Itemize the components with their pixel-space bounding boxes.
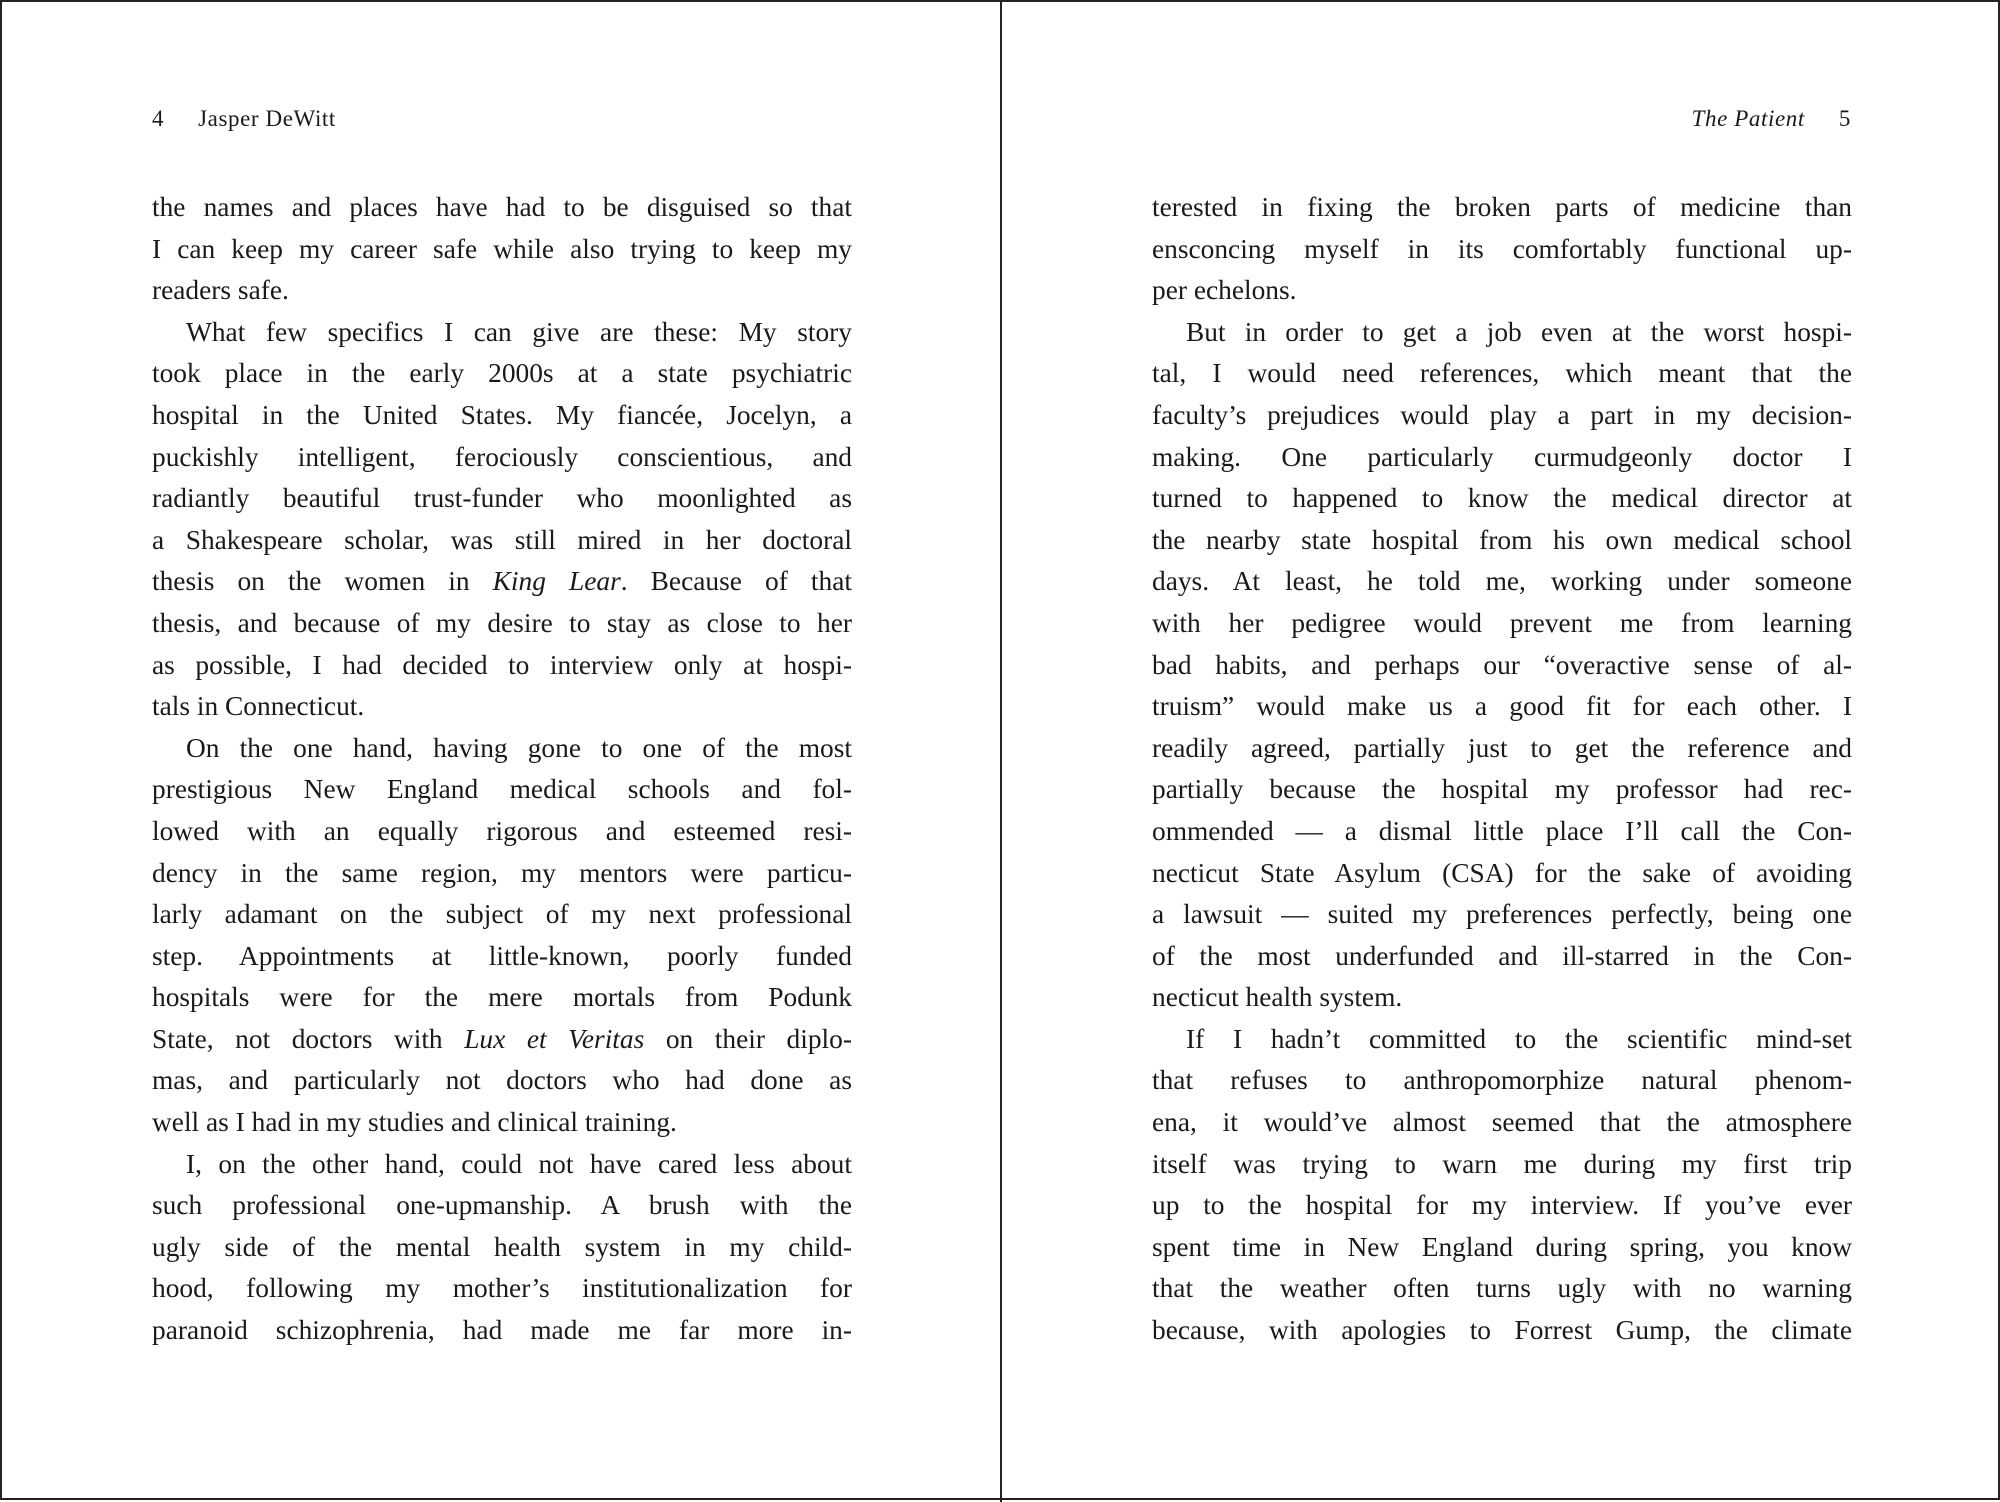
text-line: turned to happened to know the medical director at [1152,483,1852,514]
text-segment: State, not doctors with [152,1023,443,1054]
text-segment: thesis on the women in [152,566,470,597]
text-line: ugly side of the mental health system in my child- [152,1231,852,1262]
text-line: lowed with an equally rigorous and esteemed resi- [152,815,852,846]
text-line: up to the hospital for my interview. If you’ve ever [1152,1190,1852,1221]
text-line: per echelons. [1152,275,1297,306]
text-line: took place in the early 2000s at a state psychiatric [152,358,852,389]
text-line: puckishly intelligent, ferociously conscientious, and [152,441,852,472]
text-line: the nearby state hospital from his own medical school [1152,524,1852,555]
text-line: tals in Connecticut. [152,691,365,722]
left-page-number: 4 [152,106,165,131]
text-line: tal, I would need references, which meant that the [1152,358,1852,389]
text-line: readily agreed, partially just to get the reference and [1152,732,1852,763]
text-line: with her pedigree would prevent me from learning [1152,607,1852,638]
text-line: necticut State Asylum (CSA) for the sake of avoiding [1152,857,1852,888]
text-line: because, with apologies to Forrest Gump, the climate [1152,1315,1852,1346]
text-line: spent time in New England during spring, you know [1152,1231,1852,1262]
left-page [2,2,1001,1502]
left-body-text [152,187,852,1352]
text-line: that the weather often turns ugly with no warning [1152,1273,1852,1304]
right-page [1002,2,2000,1502]
text-segment: on their diplo- [665,1023,852,1054]
text-line: ena, it would’ve almost seemed that the atmosphere [1152,1107,1852,1138]
text-line: such professional one-upmanship. A brush with the [152,1190,852,1221]
text-line: I, on the other hand, could not have cared less about [186,1148,852,1179]
right-running-head [1692,104,1851,134]
text-line: I can keep my career safe while also trying to keep my [152,233,852,264]
text-line: radiantly beautiful trust-funder who moonlighted as [152,483,852,514]
text-line: the names and places have had to be disguised so that [152,192,852,222]
book-title: The Patient [1691,106,1805,131]
text-line: days. At least, he told me, working under someone [1152,566,1852,597]
text-line: ommended — a dismal little place I’ll call the Con- [1152,815,1852,846]
text-line: If I hadn’t committed to the scientific mind-set [1186,1023,1852,1054]
text-line: paranoid schizophrenia, had made me far more in- [152,1315,852,1346]
text-line [152,561,852,603]
text-line: a lawsuit — suited my preferences perfectly, being one [1152,899,1852,930]
italic-title: King Lear [492,566,621,597]
text-line: necticut health system. [1152,982,1403,1013]
text-line: readers safe. [152,275,289,306]
text-line: On the one hand, having gone to one of the most [186,732,852,763]
author-name: Jasper DeWitt [198,106,336,131]
text-line: hood, following my mother’s institutionalization for [152,1273,852,1304]
text-line [152,1019,852,1061]
text-line: dency in the same region, my mentors were particu- [152,857,852,888]
right-body-text [1152,187,1852,1352]
text-line: thesis, and because of my desire to stay as close to her [152,607,852,638]
text-line: of the most underfunded and ill-starred in the Con- [1152,940,1852,971]
text-line: making. One particularly curmudgeonly doctor I [1152,441,1852,472]
text-line: prestigious New England medical schools and fol- [152,774,852,805]
text-line: ensconcing myself in its comfortably functional up- [1152,233,1852,264]
text-line: terested in fixing the broken parts of medicine than [1152,192,1852,222]
italic-motto: Lux et Veritas [464,1023,645,1054]
right-page-number: 5 [1838,106,1851,131]
text-line: a Shakespeare scholar, was still mired in her doctoral [152,524,852,555]
text-line: mas, and particularly not doctors who had done as [152,1065,852,1096]
text-line: itself was trying to warn me during my first trip [1152,1148,1852,1179]
text-line: well as I had in my studies and clinical training. [152,1107,677,1138]
text-line: that refuses to anthropomorphize natural phenom- [1152,1065,1852,1096]
text-line: faculty’s prejudices would play a part in my decision- [1152,399,1852,430]
text-segment: . Because of that [620,566,852,597]
text-line: hospital in the United States. My fiancée, Jocelyn, a [152,399,852,430]
left-running-head [152,104,336,134]
text-line: as possible, I had decided to interview only at hospi- [152,649,852,680]
text-line: partially because the hospital my professor had rec- [1152,774,1852,805]
text-line: hospitals were for the mere mortals from Podunk [152,982,852,1013]
text-line: bad habits, and perhaps our “overactive sense of al- [1152,649,1852,680]
text-line: truism” would make us a good fit for each other. I [1152,691,1852,722]
text-line: larly adamant on the subject of my next professional [152,899,852,930]
text-line: But in order to get a job even at the worst hospi- [1186,316,1852,347]
text-line: step. Appointments at little-known, poorly funded [152,940,852,971]
text-line: What few specifics I can give are these: My story [186,316,852,347]
